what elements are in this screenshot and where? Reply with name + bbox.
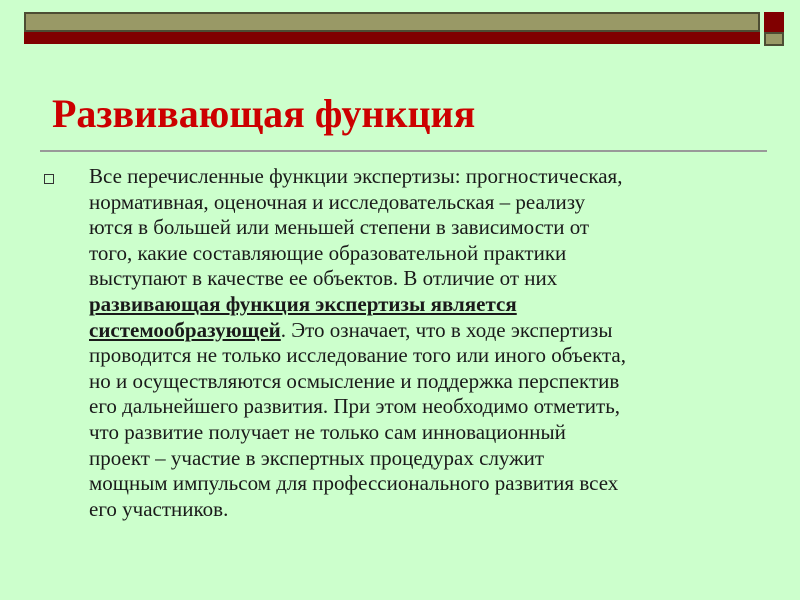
paragraph-line [89,318,779,344]
paragraph-line [89,241,779,267]
paragraph-line [89,190,779,216]
paragraph-line [89,394,779,420]
paragraph-line [89,215,779,241]
paragraph-line [89,369,779,395]
paragraph-line [89,266,779,292]
paragraph-text: но и осуществляются осмысление и поддержка перспектив [89,368,620,393]
paragraph-line [89,420,779,446]
paragraph-text: мощным импульсом для профессионального развития всех [89,471,619,496]
slide-title: Развивающая функция [52,91,476,136]
paragraph-text: его участников. [89,496,229,521]
paragraph-line [89,343,779,369]
paragraph-line [89,292,779,318]
header-decor-bar-olive [24,12,760,32]
header-decor-square-olive [764,32,784,46]
bullet-square-icon [44,174,54,184]
paragraph-text: ются в большей или меньшей степени в зависимости от [89,215,590,240]
header-decor-square-maroon [764,12,784,32]
paragraph-line [89,446,779,472]
paragraph-text: его дальнейшего развития. При этом необходимо отметить, [89,394,621,419]
paragraph-text: Все перечисленные функции экспертизы: прогностическая, [89,164,623,188]
paragraph-line [89,497,779,523]
paragraph-text: проводится не только исследование того или иного объекта, [89,343,626,368]
title-divider [40,150,767,152]
emphasized-phrase: системообразующей [89,317,281,342]
paragraph-text: выступают в качестве ее объектов. В отличие от них [89,266,558,291]
emphasized-phrase: развивающая функция экспертизы является [89,291,517,316]
paragraph-text: того, какие составляющие образовательной практики [89,240,567,265]
bullet-paragraph [89,164,779,522]
paragraph-text: . Это означает, что в ходе экспертизы [280,317,613,342]
paragraph-line [89,471,779,497]
paragraph-line [89,164,779,190]
paragraph-text: что развитие получает не только сам инновационный [89,419,566,444]
header-decor-bar-maroon [24,32,760,44]
paragraph-text: нормативная, оценочная и исследовательская – реализу [89,189,586,214]
paragraph-text: проект – участие в экспертных процедурах служит [89,445,545,470]
